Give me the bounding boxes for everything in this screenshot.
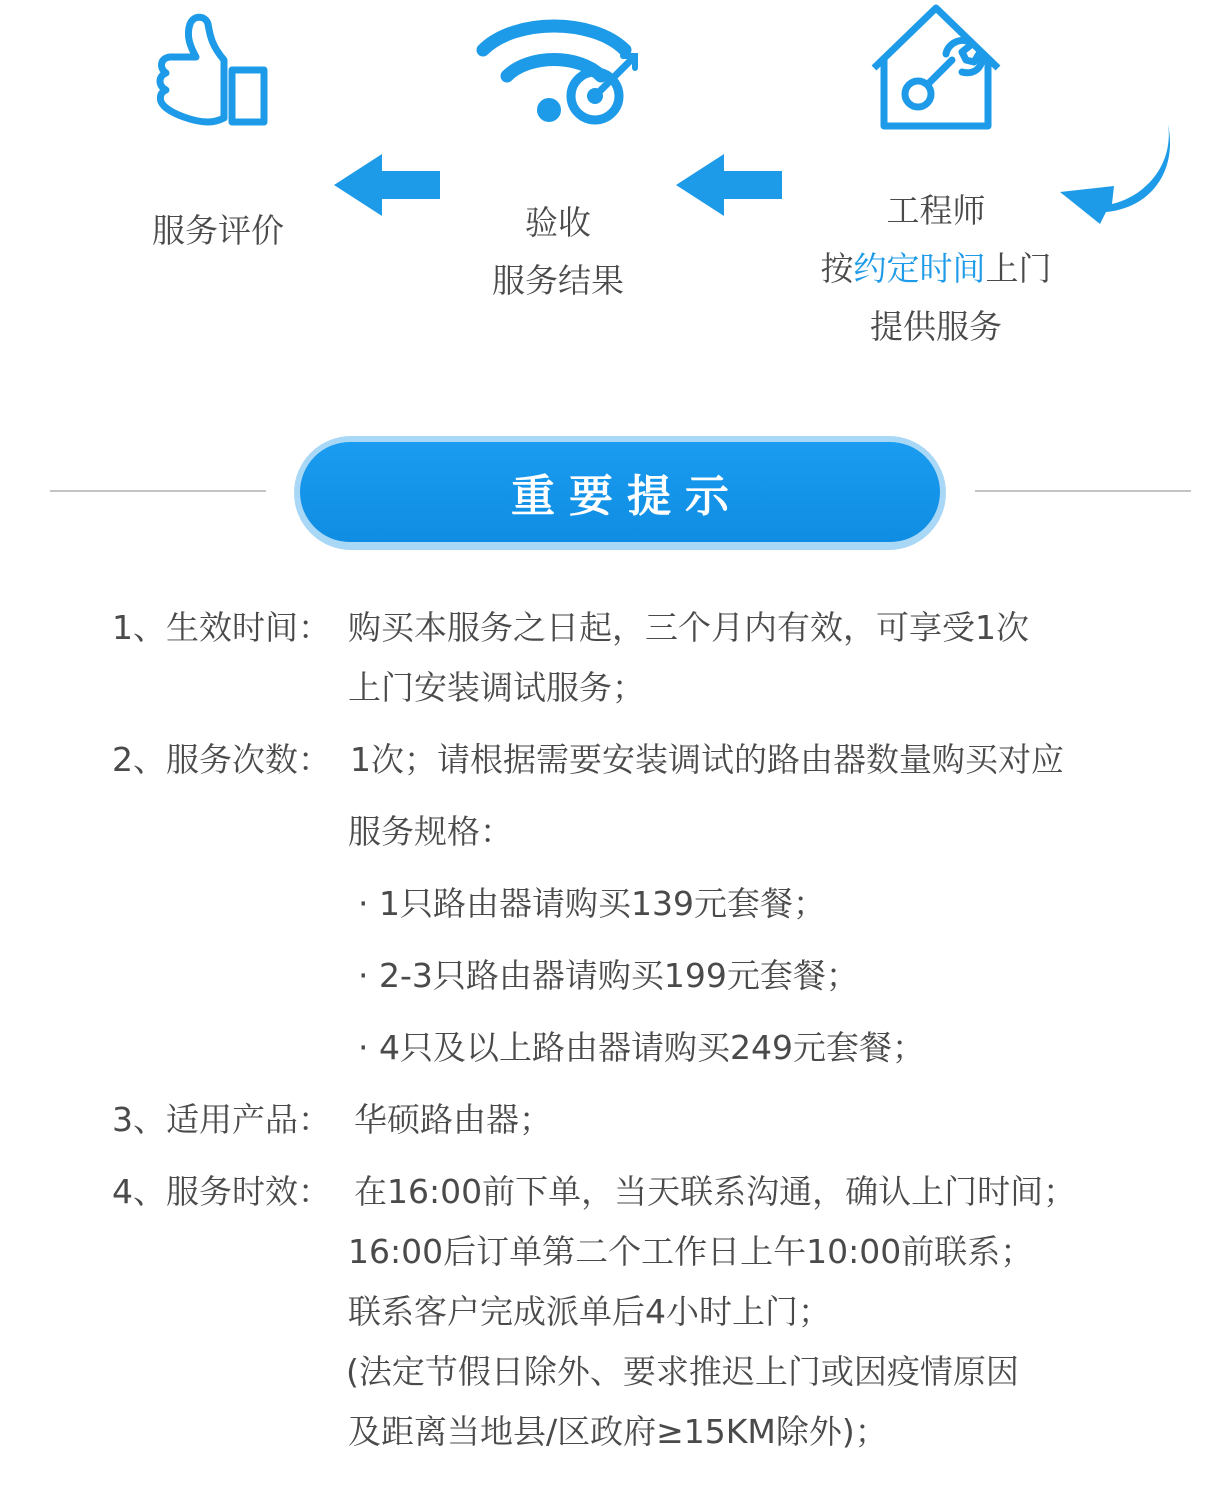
divider-left: [50, 490, 266, 492]
arrow-left-icon: [334, 154, 442, 216]
note-text: 联系客户完成派单后4小时上门；: [348, 1292, 831, 1331]
thumbs-up-icon: [150, 10, 280, 140]
house-wrench-icon: [868, 2, 1004, 132]
note-label: 3、适用产品：: [112, 1100, 331, 1139]
package-bullet: · 2-3只路由器请购买199元套餐；: [358, 956, 859, 995]
note-text: 服务规格：: [348, 812, 513, 851]
note-label: 4、服务时效：: [112, 1172, 331, 1211]
notice-title: 重要提示: [511, 471, 743, 522]
note-label: 2、服务次数：: [112, 740, 331, 779]
package-bullet: · 4只及以上路由器请购买249元套餐；: [358, 1028, 925, 1067]
step-acceptance-label: 验收 服务结果: [492, 203, 624, 300]
note-text: 1次；请根据需要安装调试的路由器数量购买对应: [350, 740, 1064, 779]
note-text: (法定节假日除外、要求推迟上门或因疫情原因: [346, 1352, 1019, 1391]
package-bullet: · 1只路由器请购买139元套餐；: [358, 884, 826, 923]
note-text: 及距离当地县/区政府≥15KM除外)；: [348, 1412, 888, 1451]
note-text: 购买本服务之日起，三个月内有效，可享受1次: [348, 608, 1029, 647]
note-text: 上门安装调试服务；: [348, 668, 645, 707]
note-text: 16:00后订单第二个工作日上午10:00前联系；: [348, 1232, 1034, 1271]
note-text: 在16:00前下单，当天联系沟通，确认上门时间；: [354, 1172, 1077, 1211]
wifi-target-icon: [475, 12, 640, 130]
divider-right: [975, 490, 1191, 492]
appointment-time-highlight: 约定时间: [853, 249, 986, 288]
step-rating-label: 服务评价: [152, 211, 284, 250]
notice-banner: [294, 436, 946, 550]
arrow-left-icon: [676, 154, 784, 216]
step-engineer-label: 工程师 按约定时间上门 提供服务: [820, 191, 1052, 346]
note-label: 1、生效时间：: [112, 608, 331, 647]
note-text: 华硕路由器；: [354, 1100, 552, 1139]
